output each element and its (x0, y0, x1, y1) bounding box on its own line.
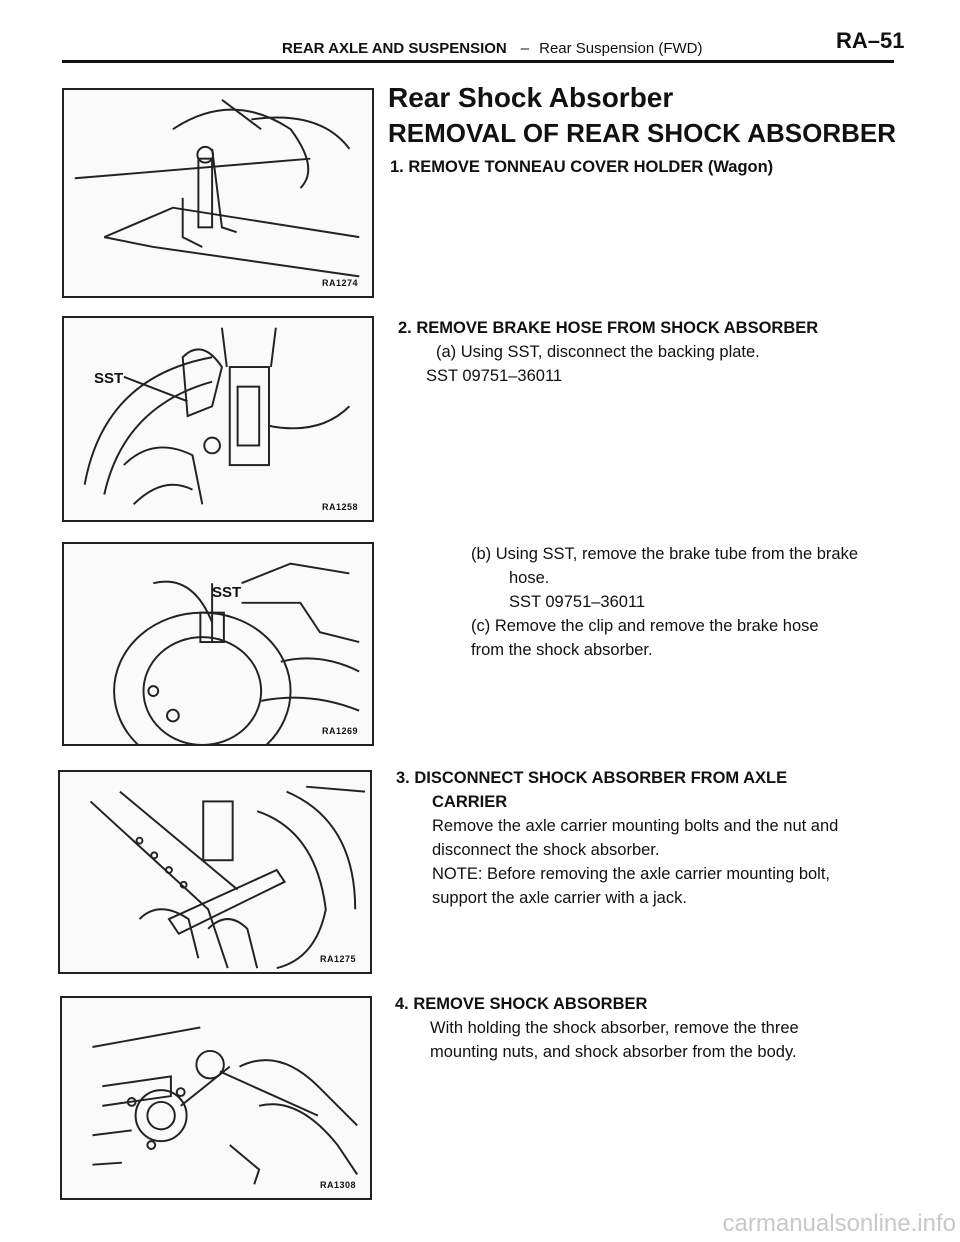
figure-brake-tube-removal (62, 542, 374, 746)
procedure-heading: REMOVAL OF REAR SHOCK ABSORBER (388, 118, 896, 148)
step-2c-text-line2: from the shock absorber. (471, 641, 653, 659)
header-dash: – (520, 40, 530, 57)
step-1-title: 1. REMOVE TONNEAU COVER HOLDER (Wagon) (390, 158, 774, 176)
figure-shock-absorber-removal (60, 996, 372, 1200)
illustration-axle-carrier (60, 772, 370, 972)
page-number: RA–51 (836, 28, 905, 53)
step-2b-text-line2: hose. (509, 569, 550, 587)
illustration-tonneau-holder (64, 90, 372, 296)
figure-code: RA1308 (319, 1180, 356, 1190)
figure-axle-carrier (58, 770, 372, 974)
header-section: REAR AXLE AND SUSPENSION (282, 40, 507, 57)
watermark: carmanualsonline.info (722, 1210, 956, 1237)
step-3-note-line1: NOTE: Before removing the axle carrier mounting bolt, (432, 865, 831, 883)
running-header (282, 40, 703, 57)
sst-callout: SST (212, 584, 242, 601)
header-subsection: Rear Suspension (FWD) (539, 40, 703, 57)
step-2b-text-line1: (b) Using SST, remove the brake tube from the brake (471, 545, 859, 563)
step-4-title: 4. REMOVE SHOCK ABSORBER (395, 995, 648, 1013)
figure-tonneau-cover-holder (62, 88, 374, 298)
step-2a-sst: SST 09751–36011 (426, 367, 563, 385)
step-4-text-line1: With holding the shock absorber, remove the three (430, 1019, 799, 1037)
step-2b-sst: SST 09751–36011 (509, 593, 646, 611)
figure-brake-hose-backing-plate (62, 316, 374, 522)
illustration-backing-plate (64, 318, 372, 520)
step-3-text-line2: disconnect the shock absorber. (432, 841, 660, 859)
figure-code: RA1275 (319, 954, 356, 964)
step-3-title-line1: 3. DISCONNECT SHOCK ABSORBER FROM AXLE (396, 769, 788, 787)
figure-code: RA1269 (321, 726, 358, 736)
illustration-brake-tube (64, 544, 372, 744)
step-2c-text-line1: (c) Remove the clip and remove the brake hose (471, 617, 819, 635)
illustration-shock-mount (62, 998, 370, 1198)
sst-callout: SST (94, 370, 124, 387)
step-2a-text: (a) Using SST, disconnect the backing plate. (436, 343, 760, 361)
step-3-title-line2: CARRIER (432, 793, 508, 811)
step-4-text-line2: mounting nuts, and shock absorber from the body. (430, 1043, 797, 1061)
page-title: Rear Shock Absorber (388, 82, 674, 113)
step-3-note-line2: support the axle carrier with a jack. (432, 889, 687, 907)
figure-code: RA1258 (321, 502, 358, 512)
figure-code: RA1274 (321, 278, 358, 288)
header-rule (62, 60, 894, 63)
step-2-title: 2. REMOVE BRAKE HOSE FROM SHOCK ABSORBER (398, 319, 819, 337)
step-3-text-line1: Remove the axle carrier mounting bolts and the nut and (432, 817, 839, 835)
